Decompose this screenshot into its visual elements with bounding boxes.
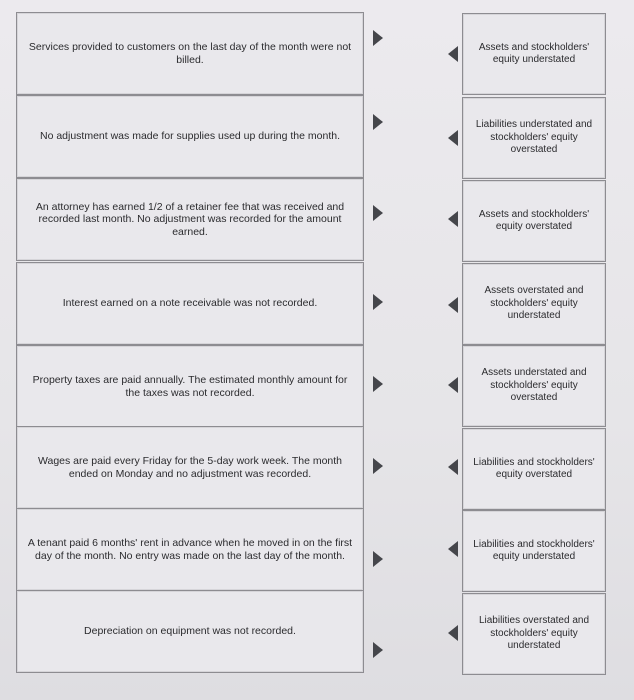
effect-text: Liabilities overstated and stockholders' equity understated bbox=[478, 615, 590, 652]
effect-text: Assets and stockholders' equity overstated bbox=[478, 208, 590, 232]
description-card-1[interactable] bbox=[16, 12, 364, 95]
description-card-6[interactable] bbox=[16, 426, 364, 509]
right-arrow-icon[interactable] bbox=[373, 114, 383, 130]
description-card-4[interactable] bbox=[16, 262, 364, 345]
effect-card-7[interactable] bbox=[462, 510, 606, 592]
right-arrow-icon[interactable] bbox=[373, 376, 383, 392]
effect-text: Assets and stockholders' equity understated bbox=[478, 41, 590, 65]
description-card-8[interactable] bbox=[16, 590, 364, 673]
effect-text: Liabilities understated and stockholders' equity overstated bbox=[475, 119, 593, 156]
right-arrow-icon[interactable] bbox=[373, 205, 383, 221]
left-arrow-icon[interactable] bbox=[448, 625, 458, 641]
effect-card-4[interactable] bbox=[462, 263, 606, 345]
right-arrow-icon[interactable] bbox=[373, 294, 383, 310]
left-arrow-icon[interactable] bbox=[448, 211, 458, 227]
effect-card-6[interactable] bbox=[462, 428, 606, 510]
effect-text: Liabilities and stockholders' equity understated bbox=[473, 538, 595, 562]
right-arrow-icon[interactable] bbox=[373, 551, 383, 567]
right-arrow-icon[interactable] bbox=[373, 458, 383, 474]
description-card-3[interactable] bbox=[16, 178, 364, 261]
effect-text: Liabilities and stockholders' equity overstated bbox=[473, 456, 595, 480]
description-card-5[interactable] bbox=[16, 345, 364, 428]
description-text: Depreciation on equipment was not recorded. bbox=[84, 625, 296, 638]
effect-card-1[interactable] bbox=[462, 13, 606, 95]
description-text: A tenant paid 6 months' rent in advance when he moved in on the first day of the month. No entry was made on the last day of the month. bbox=[27, 537, 353, 562]
effect-card-2[interactable] bbox=[462, 97, 606, 179]
left-arrow-icon[interactable] bbox=[448, 297, 458, 313]
description-text: Property taxes are paid annually. The estimated monthly amount for the taxes was not recorded. bbox=[32, 374, 348, 399]
left-arrow-icon[interactable] bbox=[448, 46, 458, 62]
effect-card-8[interactable] bbox=[462, 593, 606, 675]
description-text: An attorney has earned 1/2 of a retainer fee that was received and recorded last month. No adjustment was recorded for the amount earned. bbox=[35, 200, 345, 238]
description-card-2[interactable] bbox=[16, 95, 364, 178]
right-arrow-icon[interactable] bbox=[373, 642, 383, 658]
effect-text: Assets overstated and stockholders' equity understated bbox=[484, 285, 584, 322]
left-arrow-icon[interactable] bbox=[448, 459, 458, 475]
description-card-7[interactable] bbox=[16, 508, 364, 591]
left-arrow-icon[interactable] bbox=[448, 130, 458, 146]
effect-card-3[interactable] bbox=[462, 180, 606, 262]
right-arrow-icon[interactable] bbox=[373, 30, 383, 46]
left-arrow-icon[interactable] bbox=[448, 377, 458, 393]
effect-text: Assets understated and stockholders' equity overstated bbox=[481, 367, 587, 404]
description-text: Interest earned on a note receivable was not recorded. bbox=[62, 297, 318, 310]
effect-card-5[interactable] bbox=[462, 345, 606, 427]
description-text: Wages are paid every Friday for the 5-day work week. The month ended on Monday and no adjustment was recorded. bbox=[37, 455, 343, 480]
left-arrow-icon[interactable] bbox=[448, 541, 458, 557]
description-text: No adjustment was made for supplies used up during the month. bbox=[39, 130, 340, 143]
description-text: Services provided to customers on the last day of the month were not billed. bbox=[28, 41, 352, 66]
